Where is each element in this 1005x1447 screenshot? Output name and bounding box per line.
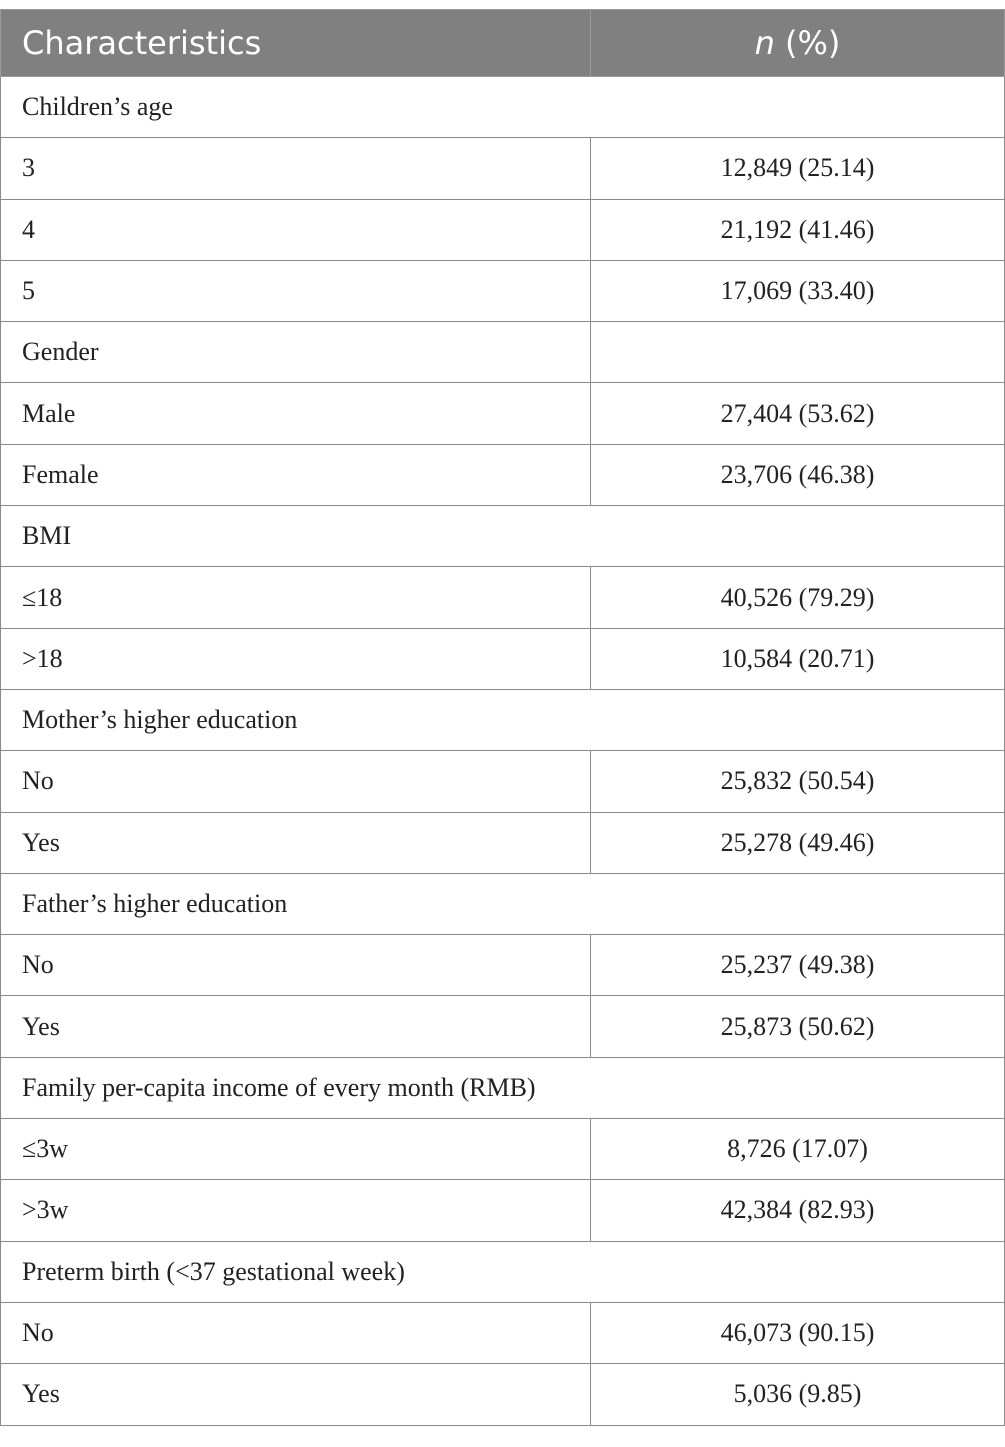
group-label: Father’s higher education xyxy=(1,873,1005,934)
group-row xyxy=(1,873,1005,934)
row-label: Female xyxy=(1,444,591,505)
table-row xyxy=(1,996,1005,1057)
table-row xyxy=(1,1302,1005,1363)
table-row xyxy=(1,260,1005,321)
row-label: No xyxy=(1,751,591,812)
group-label: Family per-capita income of every month (RMB) xyxy=(1,1057,1005,1118)
row-value: 23,706 (46.38) xyxy=(591,444,1005,505)
row-label: Yes xyxy=(1,996,591,1057)
table-row xyxy=(1,138,1005,199)
table-row xyxy=(1,628,1005,689)
row-value: 25,832 (50.54) xyxy=(591,751,1005,812)
header-row xyxy=(1,10,1005,77)
table-row xyxy=(1,1119,1005,1180)
row-value: 17,069 (33.40) xyxy=(591,260,1005,321)
row-label: No xyxy=(1,935,591,996)
row-value: 42,384 (82.93) xyxy=(591,1180,1005,1241)
row-value: 21,192 (41.46) xyxy=(591,199,1005,260)
group-empty-cell xyxy=(591,322,1005,383)
row-value: 40,526 (79.29) xyxy=(591,567,1005,628)
row-label: 4 xyxy=(1,199,591,260)
row-label: >3w xyxy=(1,1180,591,1241)
table-row xyxy=(1,383,1005,444)
row-value: 25,237 (49.38) xyxy=(591,935,1005,996)
row-value: 46,073 (90.15) xyxy=(591,1302,1005,1363)
row-label: Yes xyxy=(1,1364,591,1425)
table-row xyxy=(1,1364,1005,1425)
group-label: Children’s age xyxy=(1,77,1005,138)
row-value: 10,584 (20.71) xyxy=(591,628,1005,689)
row-value: 12,849 (25.14) xyxy=(591,138,1005,199)
table-row xyxy=(1,444,1005,505)
group-label: Mother’s higher education xyxy=(1,689,1005,750)
table-row xyxy=(1,199,1005,260)
group-row xyxy=(1,322,1005,383)
row-label: 5 xyxy=(1,260,591,321)
row-label: >18 xyxy=(1,628,591,689)
group-label: Preterm birth (<37 gestational week) xyxy=(1,1241,1005,1302)
row-label: Yes xyxy=(1,812,591,873)
table-row xyxy=(1,1180,1005,1241)
row-label: ≤18 xyxy=(1,567,591,628)
row-value: 25,873 (50.62) xyxy=(591,996,1005,1057)
group-row xyxy=(1,689,1005,750)
table-row xyxy=(1,751,1005,812)
header-characteristics: Characteristics xyxy=(1,10,591,77)
group-row xyxy=(1,1241,1005,1302)
row-value: 5,036 (9.85) xyxy=(591,1364,1005,1425)
table-row xyxy=(1,812,1005,873)
group-row xyxy=(1,77,1005,138)
row-value: 27,404 (53.62) xyxy=(591,383,1005,444)
header-n-symbol: n xyxy=(754,24,775,62)
characteristics-table xyxy=(0,9,1005,1426)
row-label: Male xyxy=(1,383,591,444)
group-label: BMI xyxy=(1,506,1005,567)
header-percent: (%) xyxy=(785,24,841,62)
table-row xyxy=(1,935,1005,996)
header-n-percent xyxy=(591,10,1005,77)
row-value: 8,726 (17.07) xyxy=(591,1119,1005,1180)
group-row xyxy=(1,506,1005,567)
row-label: No xyxy=(1,1302,591,1363)
table-row xyxy=(1,567,1005,628)
group-label: Gender xyxy=(1,322,591,383)
row-label: ≤3w xyxy=(1,1119,591,1180)
row-value: 25,278 (49.46) xyxy=(591,812,1005,873)
row-label: 3 xyxy=(1,138,591,199)
group-row xyxy=(1,1057,1005,1118)
